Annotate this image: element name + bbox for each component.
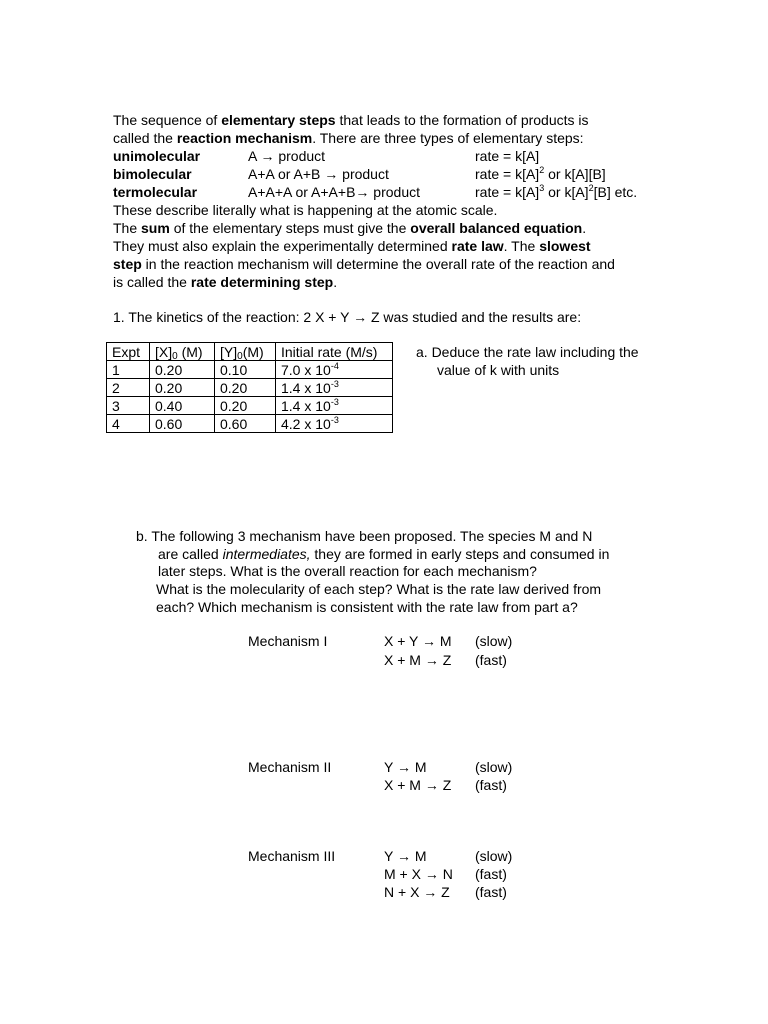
type-reaction: A+A+A or A+A+B→ product bbox=[248, 184, 420, 200]
term-rate-determining-step: rate determining step bbox=[190, 274, 334, 290]
rate-mantissa: 7.0 x 10 bbox=[281, 362, 331, 378]
cell-rate bbox=[276, 379, 393, 397]
kinetics-table bbox=[106, 342, 393, 433]
mechanism-step: X + M → Z bbox=[384, 652, 452, 668]
mechanism-speed: (slow) bbox=[475, 759, 513, 775]
cell-x: 0.20 bbox=[150, 379, 215, 397]
type-name: bimolecular bbox=[113, 166, 192, 182]
type-rate bbox=[475, 147, 539, 165]
cell-expt: 4 bbox=[107, 415, 150, 433]
rate-exponent: 3 bbox=[539, 183, 545, 193]
rate-exponent: 2 bbox=[588, 183, 594, 193]
mechanism-step: M + X → N bbox=[384, 866, 453, 882]
mechanism-speed: (slow) bbox=[475, 633, 513, 649]
rate-exponent: -4 bbox=[330, 361, 339, 371]
part-b-line-4: What is the molecularity of each step? What is the rate law derived from bbox=[156, 581, 602, 597]
cell-y: 0.20 bbox=[215, 379, 276, 397]
term-slowest: slowest bbox=[539, 238, 591, 254]
header-text: Expt bbox=[112, 344, 141, 360]
type-reaction: A → product bbox=[248, 148, 326, 164]
header-subscript: 0 bbox=[237, 351, 243, 362]
intro-text: The sequence of bbox=[113, 112, 222, 128]
table-header-row bbox=[107, 343, 393, 361]
header-y0 bbox=[215, 343, 276, 361]
intro-text: . There are three types of elementary steps: bbox=[312, 130, 584, 146]
type-name: unimolecular bbox=[113, 148, 201, 164]
type-row-bimolecular bbox=[113, 165, 673, 183]
cell-x: 0.40 bbox=[150, 397, 215, 415]
para-text: is called the bbox=[113, 274, 191, 290]
mechanism-step: X + M → Z bbox=[384, 777, 452, 793]
rate-exponent: -3 bbox=[330, 415, 339, 425]
rate-exponent: -3 bbox=[330, 397, 339, 407]
mechanism-speed: (fast) bbox=[475, 652, 507, 668]
cell-y: 0.20 bbox=[215, 397, 276, 415]
type-row-unimolecular bbox=[113, 147, 673, 165]
table-row bbox=[107, 379, 393, 397]
part-b-line-3: later steps. What is the overall reaction for each mechanism? bbox=[158, 563, 537, 579]
para-line-4 bbox=[113, 255, 615, 273]
table-row bbox=[107, 397, 393, 415]
para-text: in the reaction mechanism will determine the overall rate of the reaction and bbox=[141, 256, 615, 272]
part-b-line-2 bbox=[158, 545, 609, 563]
mechanism-speed: (fast) bbox=[475, 777, 507, 793]
mechanism-step: X + Y → M bbox=[384, 633, 452, 649]
part-b-text: they are formed in early steps and consumed in bbox=[310, 546, 610, 562]
table-row bbox=[107, 415, 393, 433]
cell-y: 0.60 bbox=[215, 415, 276, 433]
term-step: step bbox=[113, 256, 142, 272]
part-a-line-1: a. Deduce the rate law including the bbox=[416, 344, 639, 360]
header-text: (M) bbox=[177, 344, 203, 360]
rate-exponent: -3 bbox=[330, 379, 339, 389]
rate-text: rate = k[A] bbox=[475, 184, 540, 200]
type-rate bbox=[475, 165, 606, 183]
rate-text: or k[A] bbox=[544, 184, 589, 200]
header-text: [X] bbox=[155, 344, 173, 360]
type-name: termolecular bbox=[113, 184, 198, 200]
mechanism-2-name: Mechanism II bbox=[248, 759, 332, 775]
rate-text: rate = k[A] bbox=[475, 148, 540, 164]
rate-mantissa: 4.2 x 10 bbox=[281, 416, 331, 432]
cell-rate bbox=[276, 361, 393, 379]
header-subscript: 0 bbox=[172, 351, 178, 362]
rate-text: [B] etc. bbox=[593, 184, 638, 200]
rate-mantissa: 1.4 x 10 bbox=[281, 380, 331, 396]
header-x0 bbox=[150, 343, 215, 361]
mechanism-1-name: Mechanism I bbox=[248, 633, 328, 649]
intro-line-2 bbox=[113, 129, 584, 147]
table-row bbox=[107, 361, 393, 379]
cell-expt: 1 bbox=[107, 361, 150, 379]
term-sum: sum bbox=[141, 220, 170, 236]
mechanism-3-name: Mechanism III bbox=[248, 848, 336, 864]
intro-text: called the bbox=[113, 130, 177, 146]
para-text: . The bbox=[503, 238, 540, 254]
cell-y: 0.10 bbox=[215, 361, 276, 379]
rate-text: or k[A][B] bbox=[544, 166, 606, 182]
cell-rate bbox=[276, 415, 393, 433]
mechanism-speed: (fast) bbox=[475, 866, 507, 882]
para-text: . bbox=[333, 274, 338, 290]
intro-line-1 bbox=[113, 111, 589, 129]
rate-text: rate = k[A] bbox=[475, 166, 540, 182]
mechanism-step: Y → M bbox=[384, 759, 427, 775]
rate-exponent: 2 bbox=[539, 165, 545, 175]
para-line-2 bbox=[113, 219, 586, 237]
mechanism-step: N + X → Z bbox=[384, 884, 450, 900]
para-line-5 bbox=[113, 273, 337, 291]
para-line-3 bbox=[113, 237, 591, 255]
header-initial-rate bbox=[276, 343, 393, 361]
type-rate bbox=[475, 183, 637, 201]
term-reaction-mechanism: reaction mechanism bbox=[176, 130, 313, 146]
part-b-text: are called bbox=[158, 546, 223, 562]
mechanism-speed: (fast) bbox=[475, 884, 507, 900]
term-intermediates: intermediates, bbox=[222, 546, 311, 562]
para-text: of the elementary steps must give the bbox=[169, 220, 411, 236]
cell-expt: 3 bbox=[107, 397, 150, 415]
header-text: [Y] bbox=[220, 344, 238, 360]
mechanism-speed: (slow) bbox=[475, 848, 513, 864]
term-overall-balanced-equation: overall balanced equation bbox=[410, 220, 583, 236]
para-text: They must also explain the experimentally determined bbox=[113, 238, 452, 254]
part-b-line-1: b. The following 3 mechanism have been proposed. The species M and N bbox=[136, 528, 593, 544]
header-expt bbox=[107, 343, 150, 361]
question-1: 1. The kinetics of the reaction: 2 X + Y → Z was studied and the results are: bbox=[113, 309, 582, 325]
type-reaction: A+A or A+B → product bbox=[248, 166, 389, 182]
part-b-line-5: each? Which mechanism is consistent with the rate law from part a? bbox=[156, 599, 578, 615]
cell-x: 0.60 bbox=[150, 415, 215, 433]
cell-expt: 2 bbox=[107, 379, 150, 397]
cell-rate bbox=[276, 397, 393, 415]
para-text: The bbox=[113, 220, 142, 236]
term-elementary-steps: elementary steps bbox=[221, 112, 336, 128]
intro-text: that leads to the formation of products is bbox=[335, 112, 589, 128]
term-rate-law: rate law bbox=[451, 238, 504, 254]
header-text: (M) bbox=[242, 344, 264, 360]
mechanism-step: Y → M bbox=[384, 848, 427, 864]
header-text: Initial rate (M/s) bbox=[281, 344, 378, 360]
part-a-line-2: value of k with units bbox=[437, 362, 560, 378]
para-line-1: These describe literally what is happening at the atomic scale. bbox=[113, 202, 498, 218]
para-text: . bbox=[582, 220, 587, 236]
type-row-termolecular bbox=[113, 183, 693, 201]
rate-mantissa: 1.4 x 10 bbox=[281, 398, 331, 414]
cell-x: 0.20 bbox=[150, 361, 215, 379]
